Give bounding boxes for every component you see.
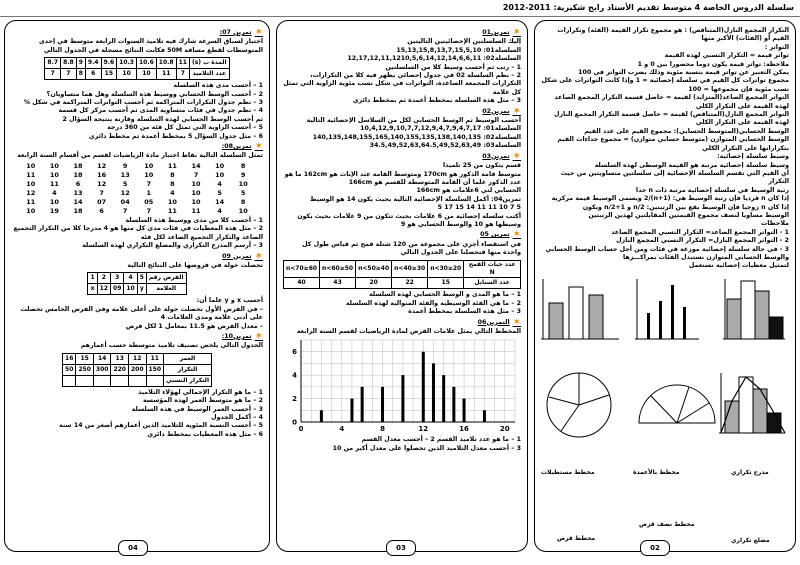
exercise-2-lines: [283, 117, 521, 151]
table-cell: 30≤n<40: [392, 260, 428, 278]
table-header: عدد حبات القمح N: [464, 260, 521, 278]
text-line: 2 – نظم السلسلة 02 في جدول إحصائي يظهر فيه كلا من التكرارات، التكرارات المجمعة الصاعدة، التواترات في شكل نسب مئوية الزاوية التي تمثل كل علامة: [283, 72, 521, 96]
text-line: يمكن التعبير عن تواتر قيمة بنسبة مئوية وذلك بضرب التواتر في 100: [578, 69, 789, 77]
grid-value: 11: [167, 161, 177, 170]
question-line: 2 – أحسب الوسط الحسابي ووسيط هذه السلسلة وهل هما متساويان؟: [46, 90, 263, 98]
table-cell: 7: [45, 69, 61, 80]
table-cell: 10: [136, 69, 156, 80]
rect-bar: [549, 303, 563, 339]
question-line: 4 – نظم جدول في فئات متساوية المدى ثم أحسب مركز كل قسمة: [58, 107, 263, 115]
grid-value: 10: [144, 170, 154, 179]
page-number-2: 02: [640, 540, 670, 556]
y-tick-label: 6: [292, 348, 297, 357]
table-cell: 09: [111, 284, 124, 295]
table-cell: 1: [88, 273, 97, 284]
table-cell: 50: [63, 364, 76, 375]
question-line: 5 – أحسب الزاوية التي تمثل كل فئة من 360 درجة: [107, 124, 263, 132]
exercise-8-questions: [11, 217, 263, 251]
grid-value: 10: [49, 197, 59, 206]
question-line: 4 – أكمل الجدول: [211, 413, 263, 421]
bar: [483, 411, 486, 423]
table-cell: 8: [76, 69, 85, 80]
exercise-5-questions: [283, 291, 521, 316]
grid-value: 7: [146, 179, 152, 188]
table-cell: 10.8: [156, 58, 176, 69]
question-line: 5 – أحسب النسبة المئوية للتلاميذ الذين أعمارهم أصغر من 14 سنة: [59, 422, 263, 430]
grid-value: 05: [144, 197, 154, 206]
question-line: 3 – أحسب معدل التلاميذ الذين تحصلوا على معدل أكبر من 10: [332, 444, 521, 452]
table-cell: 11: [176, 58, 189, 69]
question-line: 6 – مثل هذه المعطيات بمخطط دائري: [147, 430, 263, 438]
x-tick-label: 4: [339, 425, 345, 434]
text-line: لتمثيل معطيات إحصائية نستعمل: [688, 262, 789, 270]
semicircle-figure: [639, 385, 715, 423]
table-cell: 43: [320, 278, 356, 289]
question-line: 2 – مثل هذه المعطيات في فئات مدى كل منها هو 4 مدرجا كلا من التكرار التجميع الصاعد والتكرار التجميع الصاعد لكل فئة: [13, 225, 263, 241]
table-cell: 22: [392, 278, 428, 289]
stick-figure: [635, 279, 699, 339]
grid-value: 18: [73, 170, 83, 179]
table-cell: 4: [124, 273, 137, 284]
question-line: 1 – أحسب مدى هذه السلسلة: [173, 82, 263, 90]
grid-value: 11: [49, 179, 59, 188]
header-text: سلسلة الدروس الخاصة 4 متوسط تقديم الأستاذ رابح شكيرية: 2011-2012: [502, 3, 794, 12]
grid-value: 4: [217, 206, 222, 215]
grid-value: 12: [120, 188, 130, 197]
table-cell: 15: [428, 278, 464, 289]
grid-value: 10: [238, 179, 248, 188]
bar: [463, 399, 466, 422]
grid-value: 7: [146, 206, 152, 215]
text-line: 1 – رتب ثم أحسب وسيط كلا من السلسلتين: [385, 63, 521, 71]
text-line: التواتر :: [764, 43, 789, 51]
table-header: المدة ب (s): [189, 58, 229, 69]
table-cell: 7: [176, 69, 189, 80]
stick-bar: [683, 307, 686, 339]
grid-value: 6: [99, 206, 104, 215]
caption-polygon: مضلع تكراري: [731, 537, 770, 544]
text-line: إليك السلسلتين الإحصائيتين التاليتين: [407, 38, 521, 46]
text-line: السلسلة02: 12,17,12,11,1210,5,6,14,12,14,6,6,11: [347, 55, 521, 63]
y-tick-label: 2: [292, 395, 297, 404]
question-line: 3 – أحسب العمر الوسيط في هذه السلسلة: [131, 405, 263, 413]
question-line: ثم أحسب الوسط الحسابي لهذه السلسلة وقارنه بنتيجة السؤال 2: [62, 115, 263, 123]
grid-value: 10: [26, 161, 36, 170]
grid-value: 8: [170, 170, 175, 179]
grid-value: 16: [97, 170, 107, 179]
polygon-figure: [719, 373, 785, 433]
text-line: 1 - التواتر المجمع الصاعد= التكرار النسبي المجمع الصاعد: [611, 228, 789, 236]
table-cell: 2: [97, 273, 110, 284]
grid-value: 04: [120, 197, 130, 206]
table-cell: 20: [356, 278, 392, 289]
exercise-7-questions: [11, 82, 263, 141]
text-line: أكتب سلسلة إحصائية من 6 علامات بحيث تتكون من 9 علامات بحيث يكون وسيطها هو 10 والوسط الحسابي هو 9: [297, 212, 521, 228]
table-cell: 15: [101, 69, 117, 80]
grid-value: 10: [26, 179, 36, 188]
exercise-8-title: ✶ تمرين08:: [221, 141, 263, 153]
exercise-5-table: [283, 260, 521, 290]
exercise-10-text: الجدول التالي يلخص تصنيف تلاميذ متوسطة حسب أعمارهم: [80, 342, 263, 350]
table-cell: 250: [76, 364, 94, 375]
grid-value: 14: [73, 197, 83, 206]
exercise-9-title: ✶ تمرين 09: [222, 250, 263, 262]
text-line: تواتر قيمة = التكرار النسبي لهذه القيمة: [664, 52, 789, 60]
table-cell: 5: [137, 273, 146, 284]
grid-value: 19: [49, 206, 59, 215]
text-line: رتبة الوسيط في سلسلة إحصائية مرتبة ذات n حدا: [635, 186, 789, 194]
pie-figure: [547, 373, 611, 437]
table-cell: 11: [146, 353, 164, 364]
grid-value: 8: [240, 161, 246, 170]
exercise-9-questions: [11, 297, 263, 331]
text-line: إذا كان n فرديا فإن رتبة الوسيط هي: (n+1)/2 ويسمى الوسيط قيمة مركزية: [551, 195, 789, 203]
grid-value: 9: [122, 161, 128, 170]
hist-bar: [755, 291, 769, 339]
table-cell: 16: [63, 353, 76, 364]
grid-value: 11: [191, 206, 201, 215]
rect-bar: [569, 287, 583, 339]
text-line: وسيط سلسلة إحصائية مرتبة هو القيمة الوسطى لهذه السلسلة: [594, 161, 789, 169]
histogram-figure: [723, 279, 785, 339]
grid-value: 12: [26, 188, 36, 197]
grid-value: 11: [26, 170, 36, 179]
exercise-8-text: تمثل السلسلة التالية نقاط اختبار مادة الرياضيات لقسم من أقسام السنة الرابعة: [17, 152, 263, 160]
table-header: التكرار: [164, 364, 212, 375]
question-line: أحسب x و y علما أن:: [196, 297, 263, 305]
grid-value: 10: [191, 188, 201, 197]
table-cell: 8.7: [45, 58, 61, 69]
grid-value: 4: [217, 179, 222, 188]
x-tick-label: 12: [418, 425, 429, 434]
table-cell: 150: [146, 364, 164, 375]
exercise-2-title: ✶ تمرين02: [482, 105, 521, 117]
table-cell: 8.8: [61, 58, 77, 69]
table-cell: 9.6: [101, 58, 117, 69]
table-cell: 7: [61, 69, 77, 80]
grid-value: 10: [49, 161, 59, 170]
bar: [432, 364, 435, 423]
table-cell-empty: [63, 375, 76, 386]
text-line: ملاحظة: تواتر قيمة يكون دوما محصورا بين 0 و 1: [637, 60, 789, 68]
page-4: [4, 20, 270, 552]
grid-value: 10: [238, 206, 248, 215]
question-line: – في الفرض الأول تحصلت خولة على أعلى علامة وفي الفرض الخامس تحصلت على أدنى علامة ومدى العلامات 4: [20, 305, 263, 322]
bar: [452, 387, 455, 422]
table-cell: 220: [111, 364, 129, 375]
exercise-3-title: ✶ تمرين03: [482, 150, 521, 162]
y-tick-label: 4: [292, 372, 297, 381]
table-cell: 200: [128, 364, 146, 375]
exercise-10-questions: [11, 389, 263, 439]
table-cell: 11: [156, 69, 176, 80]
grid-value: 11: [26, 197, 36, 206]
grid-value: 1: [146, 188, 152, 197]
table-cell: 13: [111, 353, 129, 364]
table-cell: 12: [128, 353, 146, 364]
grid-value: 4: [52, 188, 57, 197]
table-cell-empty: [111, 375, 129, 386]
star-icon: ✶: [512, 229, 521, 241]
text-line: التكرار المجمع النازل(المتناقص) : هو مجموع تكرار القيمة (الفئة) وتكرارات القيم أو (الفئات) الأكبر منها: [557, 27, 789, 43]
table-cell: 40: [284, 278, 320, 289]
grid-value: 18: [73, 206, 83, 215]
grid-value: 7: [99, 188, 104, 197]
table-cell: 14: [93, 353, 111, 364]
x-tick-label: 16: [459, 425, 469, 434]
grid-value: 9: [240, 170, 246, 179]
exercise-10-title: ✶ تمرين10:: [221, 330, 263, 342]
y-tick-label: 0: [292, 418, 297, 427]
table-header: عدد السنابل: [464, 278, 521, 289]
grid-value: 10: [191, 197, 201, 206]
table-cell: x: [88, 284, 97, 295]
question-line: 1 – ما هو التكرار الإجمالي لهؤلاء التلاميذ: [138, 388, 263, 396]
text-line: السلسلة01: 15,13,15,8,13,7,15,5,10: [396, 46, 521, 54]
x-tick-label: 0: [298, 425, 304, 434]
text-line: 3 - في حالة سلسلة إحصائية موزعة في فئات ومن أجل حساب الوسط الحسابي والوسط الحسابي المتوازن نستبدل الفئات بمراكـــزها: [545, 245, 789, 261]
table-cell: 9: [76, 58, 85, 69]
grid-value: 10: [167, 197, 177, 206]
table-cell: 3: [111, 273, 124, 284]
page-header: [0, 0, 800, 17]
exercise-1-title: ✶ تمرين01: [482, 27, 521, 38]
question-line: 1 – ما هو المدى و الوسط الحسابي لهذه السلسلة: [368, 291, 521, 299]
exercise-7-table: [44, 57, 229, 80]
table-cell: 40≤n<50: [356, 260, 392, 278]
caption-pie: مخطط قرص: [557, 535, 596, 542]
grid-value: 11: [167, 206, 177, 215]
table-cell: 50≤n<60: [320, 260, 356, 278]
poly-bar: [753, 389, 767, 433]
page-2: [534, 20, 796, 552]
table-cell-empty: [76, 375, 94, 386]
star-icon: ✶: [254, 141, 263, 153]
bar: [361, 387, 364, 422]
caption-stick: مخطط بالأعمدة: [633, 469, 680, 476]
table-cell-empty: [146, 375, 164, 386]
table-cell: 300: [93, 364, 111, 375]
grid-value: 10: [191, 179, 201, 188]
text-line: السلسلة02: 140,135,148,155,165,140,155,135,138,140,135: [312, 133, 521, 141]
exercise-10-table: [62, 353, 212, 387]
grid-value: 4: [170, 188, 175, 197]
caption-semicircle: مخطط نصف قرص: [639, 521, 695, 528]
table-header: العلامة: [146, 284, 186, 295]
table-cell: y: [137, 284, 146, 295]
table-cell-empty: [128, 375, 146, 386]
hist-bar: [727, 299, 741, 339]
table-cell: 10: [117, 69, 137, 80]
grid-value: 10: [26, 206, 36, 215]
hist-bar: [741, 281, 755, 339]
text-line: مجموع تواترات كل القيم في سلسلة إحصائية = 1 وإذا كانت التواترات على شكل نسب مئوية فإن مجموعها = 100: [541, 77, 789, 93]
exercise-6-questions: [283, 436, 521, 453]
grid-value: 07: [97, 197, 107, 206]
text-line: الوسيط مساويا لنصف مجموع القيمتين المقابلتين لهذين الرتبتين: [588, 211, 789, 219]
question-line: 3 – أرسم المدرج التكراري والمضلع التكراري لهذه السلسلة: [82, 242, 263, 250]
text-line: السلسلة03: 34.5,49,52,63,64.5,49,52,63,49: [369, 142, 521, 150]
star-icon: ✶: [254, 250, 263, 262]
question-line: 6 – مثل جدول السؤال 5 بمخطط أعمدة ثم مخطط دائري: [88, 132, 263, 140]
grid-value: 8: [170, 179, 175, 188]
exercise-8-grid: [19, 162, 255, 216]
stick-bar: [647, 313, 650, 339]
grid-value: 10: [215, 170, 225, 179]
text-line: التواتر المجمع الصاعد(المتزايد) لقيمة = حاصل قسمة التكرار المجمع الصاعد لهذه القيمة على التكرار الكلي: [554, 94, 789, 110]
text-line: إذا كان n زوجيا فإن الوسيط يقع بين الرتبتين: n/2 و n/2+1 ويكون: [582, 203, 789, 211]
table-cell: 60≤n<70: [284, 260, 320, 278]
text-line: 3 – مثل هذه السلسلة بمخطط أعمدة ثم بمخطط دائري: [352, 97, 521, 105]
exercise-5-text: في استقصاء أجري على مجموعة من 120 شتلة قمح ثم قياس طول كل واحدة منها فتحصلنا على الجدول التالي: [302, 240, 521, 257]
text-line: ملاحظات: [760, 220, 789, 228]
grid-value: 5: [217, 188, 222, 197]
page-3: [276, 20, 528, 552]
table-cell: 15: [76, 353, 94, 364]
exercise-9-table: [87, 272, 186, 295]
page-2-lines: [541, 27, 789, 271]
star-icon: ✶: [254, 27, 263, 38]
rect-bar: [589, 295, 603, 339]
grid-value: 10: [144, 161, 154, 170]
grid-value: 8: [240, 197, 246, 206]
star-icon: ✶: [512, 27, 521, 38]
grid-value: 18: [73, 161, 83, 170]
table-cell: 9.4: [85, 58, 101, 69]
exercise-7-title: ✶ تمرين 07:: [219, 27, 263, 38]
text-line: الوسط الحسابي(المتوسط الحسابي): مجموع القيم على عدد القيم: [584, 127, 789, 135]
star-icon: ✶: [254, 330, 263, 342]
grid-value: 6: [75, 179, 81, 188]
bar: [442, 376, 445, 423]
grid-value: 14: [191, 161, 201, 170]
text-line: أحسب الوسيط ثم الوسط الحسابي لكل من السلاسل الإحصائية التالية: [306, 117, 521, 125]
exercise-5-title: ✶ تمرين 05: [480, 229, 521, 241]
bar: [350, 399, 353, 422]
bar: [422, 352, 425, 422]
text-line: 5 7 10 11 11 14 15 17 5: [437, 204, 521, 212]
bar: [320, 411, 323, 423]
table-header: الفرض رقم: [146, 273, 186, 284]
stick-bar: [659, 301, 662, 339]
grid-value: 14: [215, 197, 225, 206]
x-tick-label: 8: [380, 425, 385, 434]
table-header: العمر: [164, 353, 212, 364]
question-line: 1 – ما هو عدد تلاميذ القسم 2 – أحسب معدل القسم: [361, 436, 521, 444]
grid-value: 7: [193, 170, 199, 179]
page-number-3: 03: [386, 540, 416, 556]
text-line: وسيط سلسلة إحصائية:: [717, 153, 789, 161]
table-cell: 10.6: [136, 58, 156, 69]
table-cell: 10.3: [117, 58, 137, 69]
star-icon: ✶: [512, 316, 521, 328]
star-icon: ✶: [512, 150, 521, 162]
text-line: السلسلة01: 10,4,12,9,10,7,7,12,9,4,7,9,4,7,17: [360, 125, 521, 133]
exercise-7-text: اختبار لسباق السرعة شارك فيه تلاميذ السنوات الرابعة متوسط في إحدى المتوسطات لقطع مسافة 50M فكانت النتائج مسجلة في الجدول التالي: [39, 38, 263, 54]
stick-bar: [671, 285, 674, 339]
question-line: 3 – نظم جدول التكرارات المتراكمة ثم أحسب التواترات المتراكمة في شكل %: [23, 99, 263, 107]
text-line: متوسط قامة الذكور هو 170cm ومتوسط القامة عند الإناث هو 162cm ما هو عدد الذكور علما أن القامة المتوسطة للقسم هو 166cm: [284, 170, 521, 186]
text-line: الحسابي لتي 6علامات هو 166cm: [416, 187, 521, 195]
caption-rect: مخطط مستطيلات: [541, 469, 595, 476]
text-line: الوسط الحسابي المتوازن (متوسط حسابي متوازن) = مجموع جداءات القيم بتكراراتها على التكرار الكلي: [557, 136, 789, 152]
grid-value: 12: [97, 161, 107, 170]
grid-value: 5: [240, 188, 246, 197]
table-header: عدد التلاميذ: [189, 69, 229, 80]
question-line: 2 – ما هو متوسط العمر لهذه المؤسسة: [142, 397, 263, 405]
caption-histogram: مدرج تكراري: [731, 469, 769, 476]
text-line: تمرين04: أكمل السلسلة الإحصائية التالية بحيث يكون 14 هو الوسيط: [310, 195, 521, 203]
hist-bar: [769, 317, 783, 339]
grid-value: 13: [120, 170, 130, 179]
grid-value: 7: [122, 206, 128, 215]
question-line: 2 – ما هي الفئة الوسيطية والفئة المنوالية لهذه السلسلة: [345, 299, 521, 307]
question-line: – معدل الفرض هو 11.5 بمعامل 1 لكل فرض: [125, 322, 263, 330]
exercise-3-lines: [283, 162, 521, 229]
text-line: أي القيم التي تقسم السلسلة الإحصائية إلى سلسلتين متساويتين من حيث التكرار: [560, 169, 789, 186]
table-cell: 10: [124, 284, 137, 295]
grid-value: 10: [215, 161, 225, 170]
statistics-figures: [539, 273, 789, 443]
table-cell-empty: [93, 375, 111, 386]
grades-bar-chart: [285, 336, 521, 436]
grid-value: 12: [97, 179, 107, 188]
exercise-1-lines: [283, 38, 521, 105]
text-line: التواتر المجمع النازل(المتناقص) لقيمة = حاصل قسمة التكرار المجمع النازل لهذه القيمة على التكرار الكلي: [553, 111, 789, 127]
exercise-9-text: تحصلت خولة في فروضها على النتائج التالية: [127, 261, 263, 269]
bar: [401, 376, 404, 423]
table-header: التكرار النسبي: [164, 375, 212, 386]
question-line: 3 – مثل هذه السلسلة بمخطط أعمدة: [408, 308, 521, 316]
table-cell: 20≤n<30: [428, 260, 464, 278]
text-line: 2 - التواتر المجمع النازل= التكرار النسبي المجمع النازل: [616, 237, 789, 245]
star-icon: ✶: [512, 105, 521, 117]
question-line: 1 – أحسب كلا من مدى ووسيط هذه السلسلة: [125, 216, 263, 224]
bar: [381, 387, 384, 422]
exercise-6-title: ✶ التمرين06: [477, 316, 521, 328]
grid-value: 13: [73, 188, 83, 197]
table-cell: 12: [97, 284, 110, 295]
grid-value: 5: [122, 179, 128, 188]
exercise-6-text: المخطط التالي يمثل علامات الفرض لمادة الرياضيات لقسم السنة الرابعة: [296, 328, 521, 335]
grid-value: 10: [49, 170, 59, 179]
rect-figure: [541, 279, 619, 339]
page-number-4: 04: [118, 540, 148, 556]
x-tick-label: 20: [499, 425, 510, 434]
text-line: قسم يتكون من 25 تلميذا: [442, 162, 521, 170]
table-cell: 6: [85, 69, 101, 80]
